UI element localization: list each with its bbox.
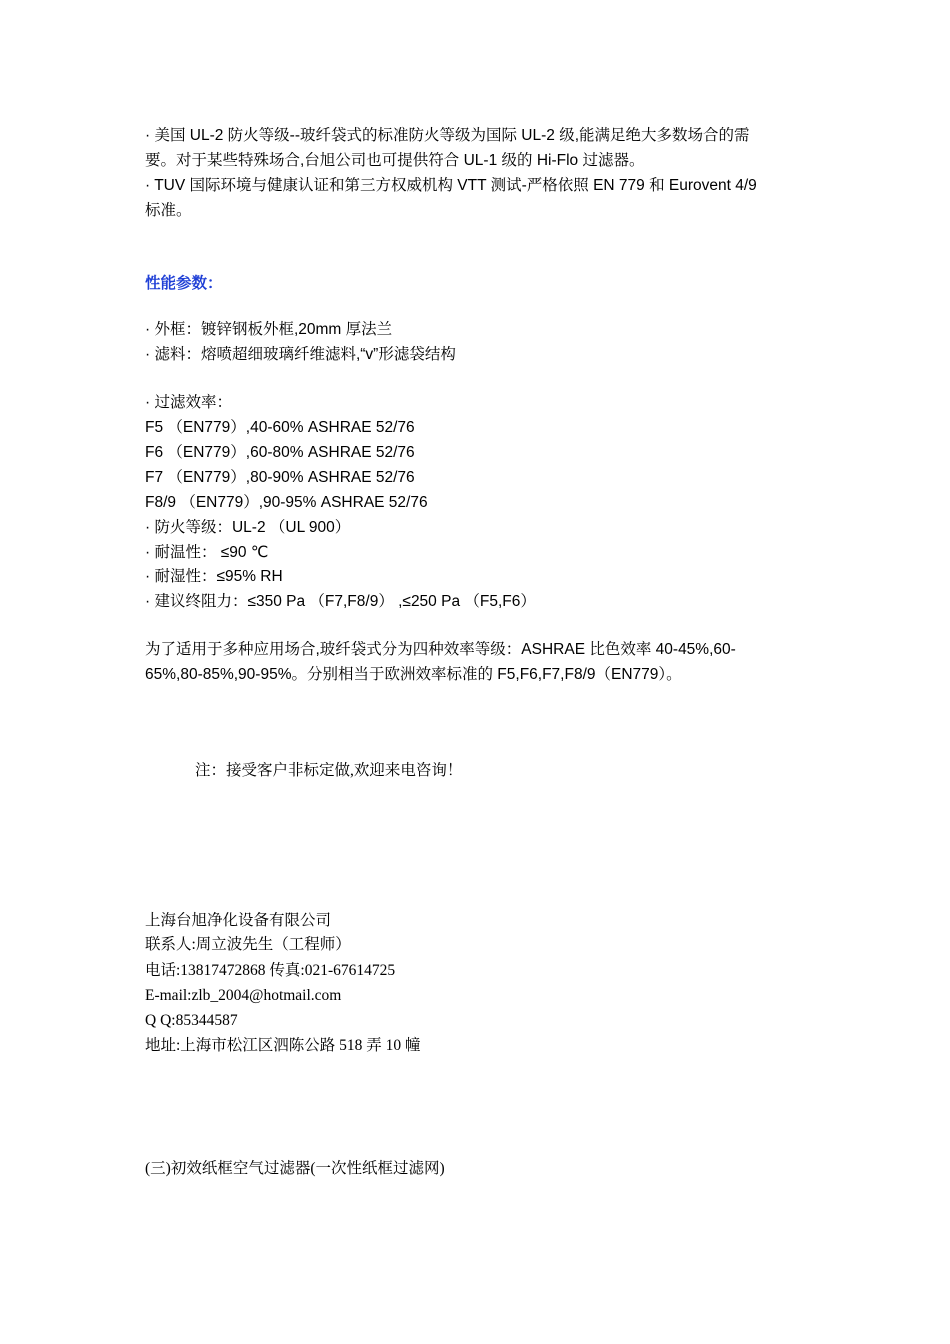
intro-line-3: · TUV 国际环境与健康认证和第三方权威机构 VTT 测试-严格依照 EN 779 和 Eurovent 4/9 xyxy=(145,177,757,194)
spec-efficiency-label: · 过滤效率： xyxy=(145,394,232,411)
spec-efficiency-f5: F5 （EN779）,40-60% ASHRAE 52/76 xyxy=(145,419,415,436)
contact-phone: 电话:13817472868 传真:021-67614725 xyxy=(145,962,396,979)
custom-order-note: 注：接受客户非标定做,欢迎来电咨询！ xyxy=(195,762,463,779)
contact-qq: Q Q:85344587 xyxy=(145,1012,238,1029)
summary-line-2: 65%,80-85%,90-95%。分别相当于欧洲效率标准的 F5,F6,F7,F8/9（EN779）。 xyxy=(145,666,682,683)
intro-line-4: 标准。 xyxy=(145,202,192,219)
spec-resistance: · 建议终阻力：≤350 Pa （F7,F8/9） ,≤250 Pa （F5,F6） xyxy=(145,593,536,610)
next-section-title: (三)初效纸框空气过滤器(一次性纸框过滤网) xyxy=(145,1160,445,1177)
specs-heading: 性能参数： xyxy=(145,275,223,292)
spec-frame: · 外框：镀锌钢板外框,20mm 厚法兰 xyxy=(145,321,393,338)
contact-address: 地址:上海市松江区泗陈公路 518 弄 10 幢 xyxy=(145,1037,421,1054)
spec-efficiency-f7: F7 （EN779）,80-90% ASHRAE 52/76 xyxy=(145,469,415,486)
contact-company: 上海台旭净化设备有限公司 xyxy=(145,912,332,929)
intro-line-2: 要。对于某些特殊场合,台旭公司也可提供符合 UL-1 级的 Hi-Flo 过滤器。 xyxy=(145,152,645,169)
spec-humidity: · 耐湿性：≤95% RH xyxy=(145,568,283,585)
intro-line-1: · 美国 UL-2 防火等级--玻纤袋式的标准防火等级为国际 UL-2 级,能满足绝大多数场合的需 xyxy=(145,127,750,144)
spec-media: · 滤料：熔喷超细玻璃纤维滤料,“v”形滤袋结构 xyxy=(145,346,456,363)
summary-line-1: 为了适用于多种应用场合,玻纤袋式分为四种效率等级：ASHRAE 比色效率 40-45%,60- xyxy=(145,641,736,658)
contact-person: 联系人:周立波先生（工程师） xyxy=(145,936,351,953)
spec-efficiency-f89: F8/9 （EN779）,90-95% ASHRAE 52/76 xyxy=(145,494,428,511)
spec-efficiency-f6: F6 （EN779）,60-80% ASHRAE 52/76 xyxy=(145,444,415,461)
spec-temperature: · 耐温性： ≤90 ℃ xyxy=(145,544,269,561)
contact-email: E-mail:zlb_2004@hotmail.com xyxy=(145,987,342,1004)
spec-fire-rating: · 防火等级：UL-2 （UL 900） xyxy=(145,519,351,536)
